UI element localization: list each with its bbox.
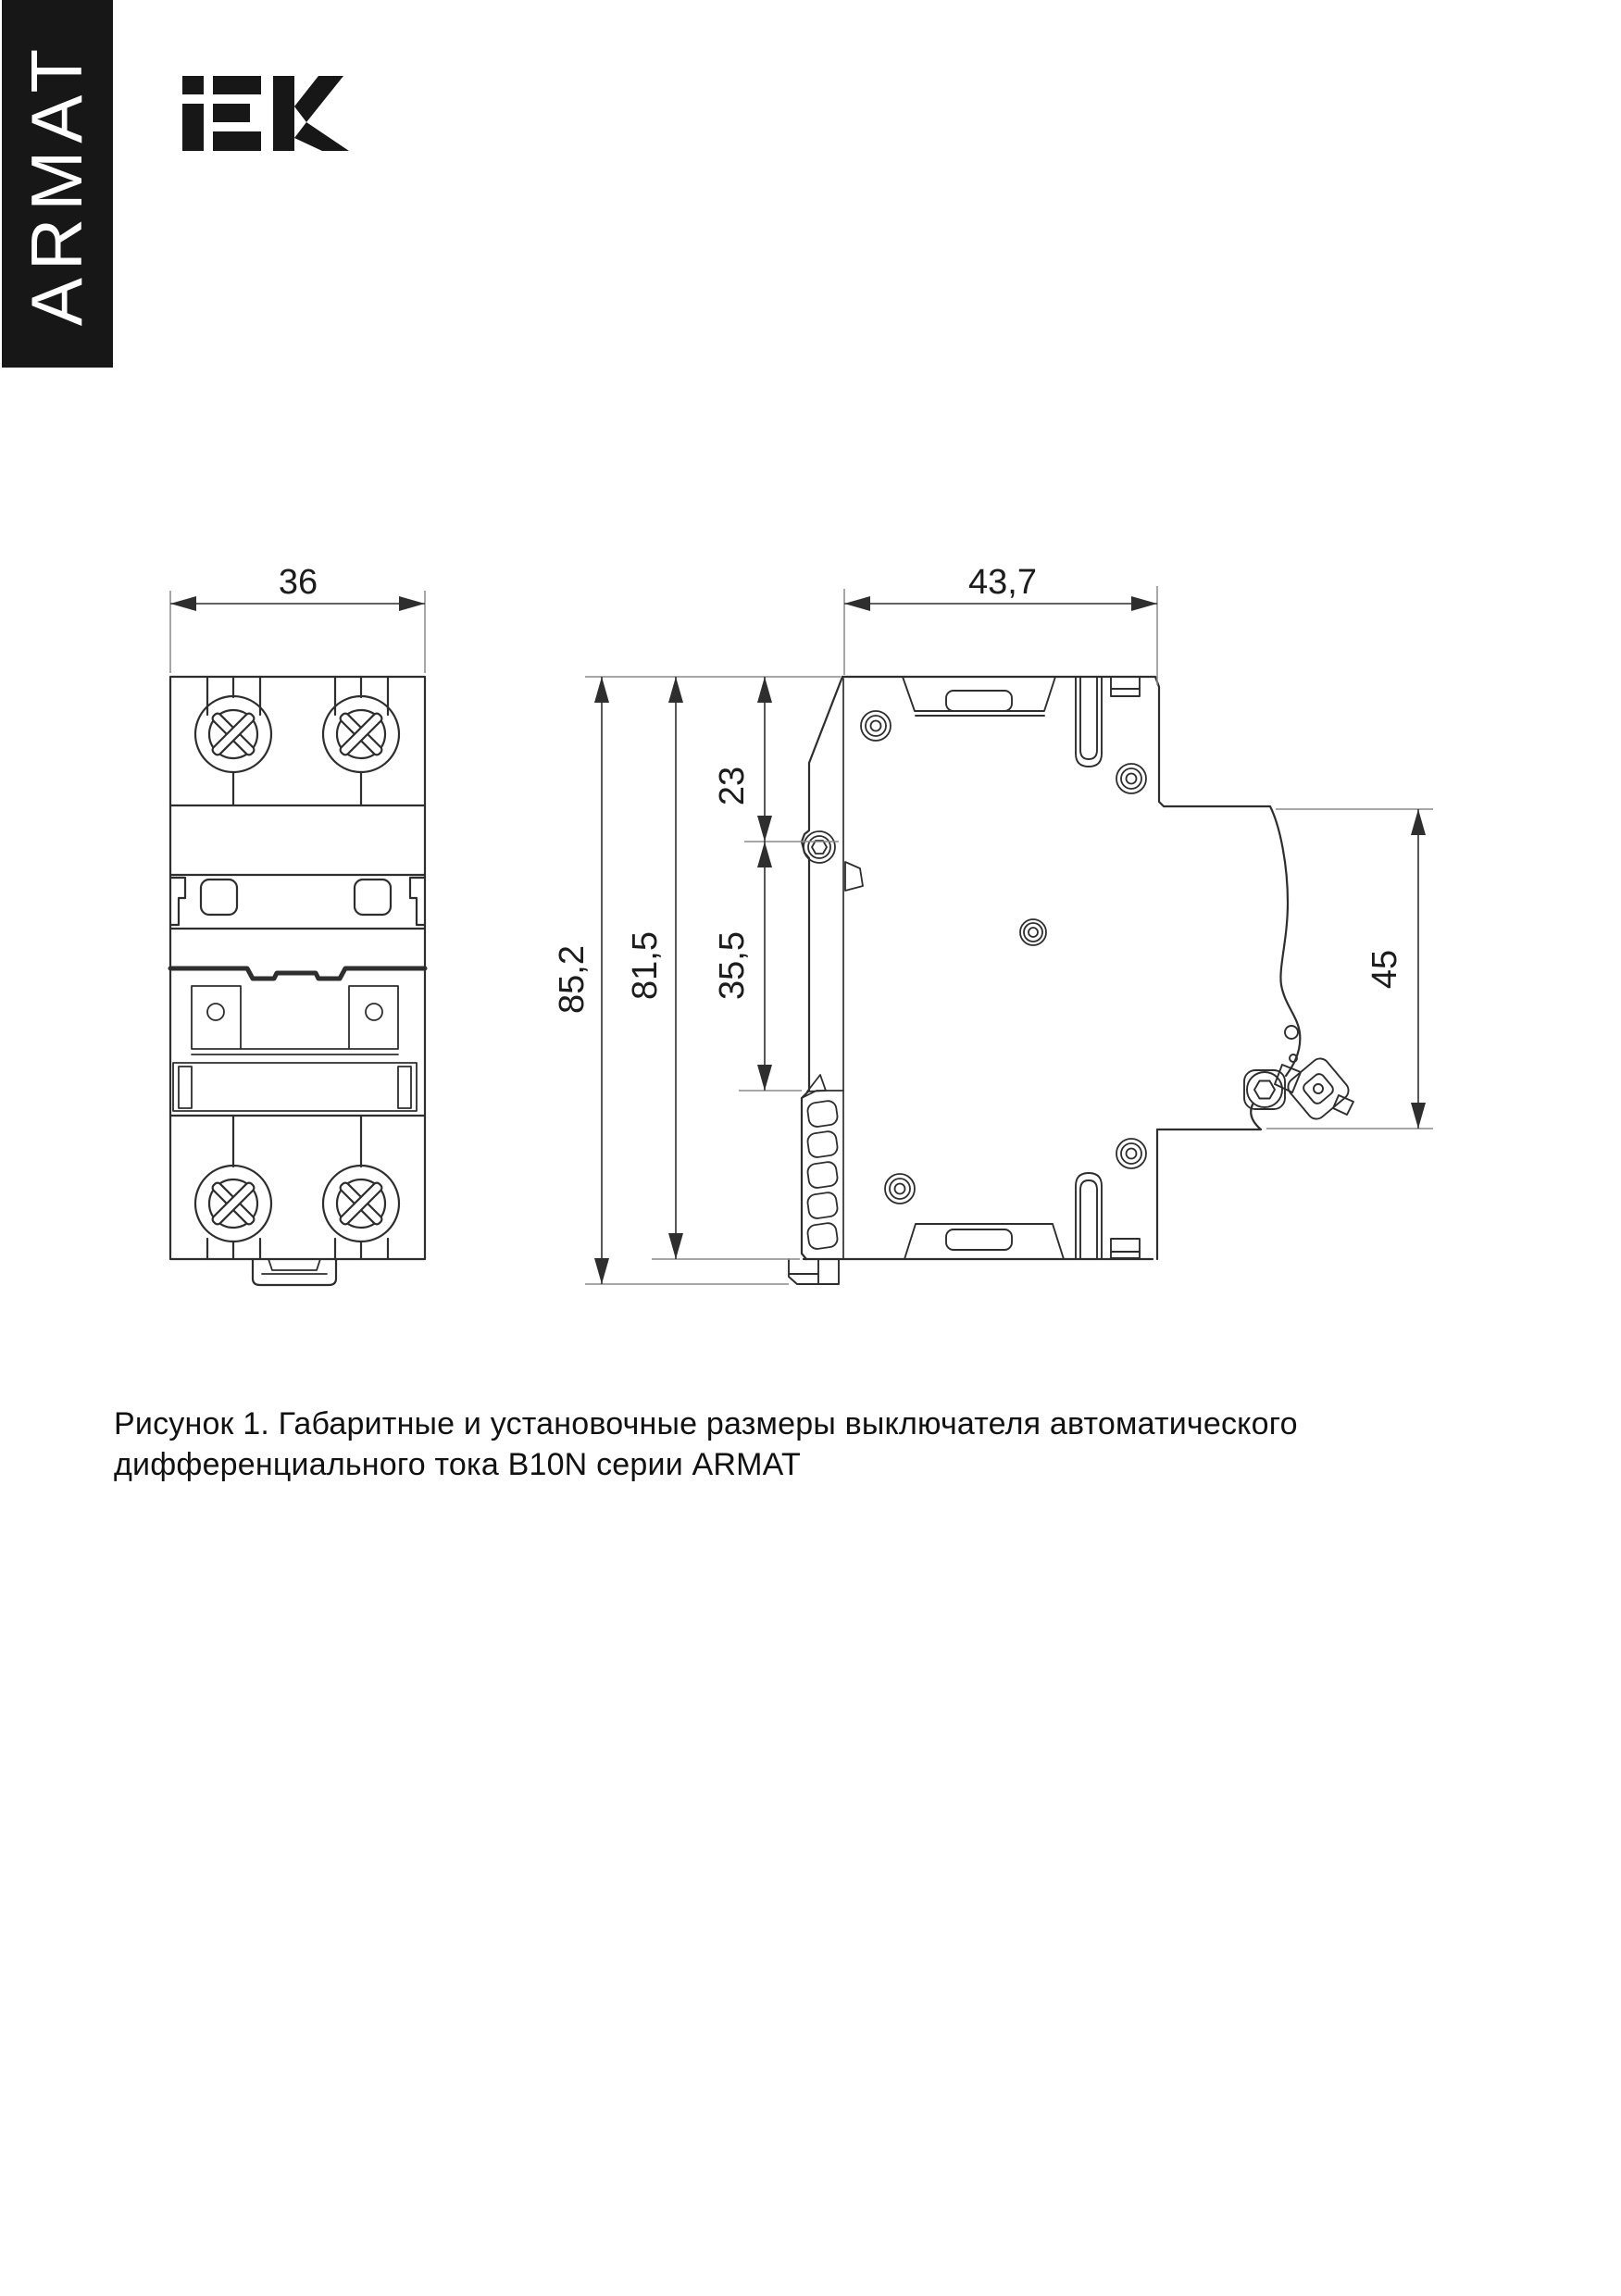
front-view-drawing: [170, 677, 425, 1285]
side-view-drawing: [789, 677, 1353, 1284]
front-top-screw-left: [195, 696, 271, 772]
front-block-screw-left: [207, 1004, 224, 1020]
side-front-lower-profile: [1157, 1104, 1261, 1259]
front-notch-right: [410, 878, 425, 925]
dimension-front-height-label: 45: [1365, 949, 1404, 990]
front-section-lines: [170, 805, 425, 1116]
side-view-dimensions: [553, 563, 1433, 1284]
dimension-rail-span-label: 35,5: [713, 931, 752, 1000]
front-top-screw-right: [323, 696, 399, 772]
front-din-band-left-tab: [179, 1067, 192, 1108]
figure-caption-line-1: Рисунок 1. Габаритные и установочные размеры выключателя автоматического: [114, 1406, 1298, 1441]
dimension-depth-label: 43,7: [968, 563, 1037, 602]
figure-caption-line-2: дифференциального тока B10N серии ARMAT: [114, 1447, 802, 1482]
front-din-clip-tab-detail: [262, 1259, 327, 1274]
logo-k-upper-arm: [294, 76, 343, 122]
side-clip-pull-tab: [789, 1259, 839, 1284]
side-top-flap: [903, 677, 1055, 716]
figure-caption: [114, 1404, 1354, 1485]
dimension-hook-offset-label: 23: [713, 766, 752, 806]
side-top-and-front-profile: [842, 677, 1300, 1076]
front-bottom-screw-right: [323, 1166, 399, 1242]
front-din-band-right-tab: [398, 1067, 411, 1108]
logo-k-lower-arm: [294, 122, 349, 151]
front-bottom-terminal-funnels: [207, 1116, 388, 1259]
logo-e-mid: [213, 104, 250, 122]
front-block-screw-right: [366, 1004, 382, 1020]
side-top-screw-channel: [1076, 677, 1140, 767]
side-bottom-screw-channel: [1076, 1173, 1140, 1259]
dimension-height-total-label: 85,2: [553, 945, 592, 1014]
logo-e-top: [213, 76, 261, 94]
front-window-left: [201, 880, 237, 915]
logo-i-bar: [182, 104, 204, 151]
side-din-hook: [804, 831, 835, 863]
side-lever-assembly: [1244, 1026, 1353, 1123]
armat-series-label: ARMAT: [16, 41, 98, 327]
front-window-right: [355, 880, 391, 915]
side-din-clip-block: [802, 1075, 843, 1250]
iek-logo-icon: [182, 76, 349, 151]
dimension-height-body-label: 81,5: [626, 931, 665, 1000]
logo-i-dot: [182, 76, 204, 94]
front-notch-left: [170, 878, 185, 925]
side-rail-guide-rib: [845, 862, 863, 891]
front-terminal-blocks: [192, 986, 398, 1054]
side-bottom-flap: [904, 1224, 1064, 1259]
dimension-front-width-label: 36: [278, 563, 318, 602]
front-toggle-slot: [170, 968, 425, 979]
front-bottom-screw-left: [195, 1166, 271, 1242]
logo-e-bottom: [213, 131, 261, 151]
lever-bracket: [1244, 1070, 1285, 1109]
front-din-band: [173, 1063, 417, 1111]
logo-k-stem: [273, 76, 294, 151]
front-din-clip-tab: [253, 1259, 336, 1285]
front-view-dimensions: [170, 563, 425, 673]
side-rivet-bosses: [861, 711, 1146, 1204]
